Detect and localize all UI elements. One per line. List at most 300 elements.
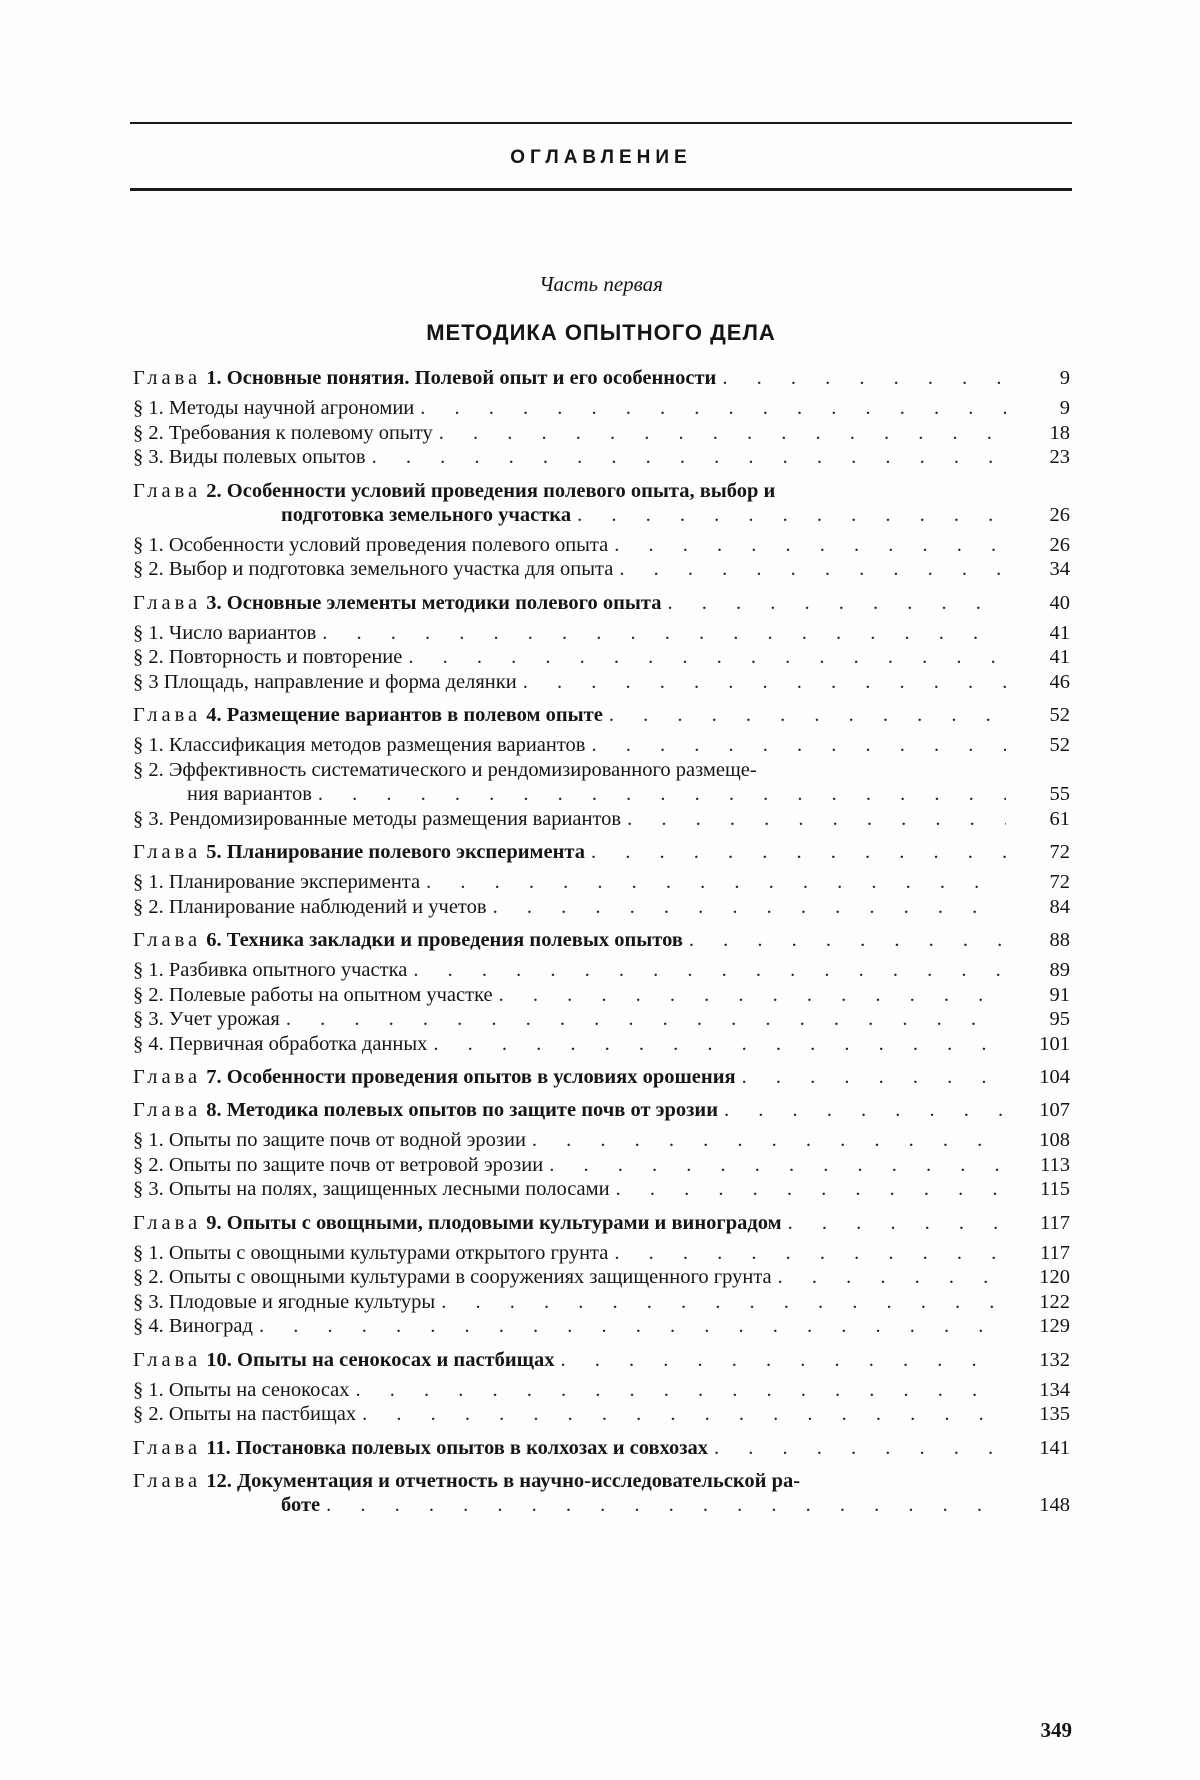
section-number: 3. [148,1290,164,1313]
section-list [133,958,1070,1056]
section-page: 34 [1049,558,1070,580]
section-number: 2. [148,1153,164,1176]
section-line [133,1290,1070,1315]
chapter-number: 4. [206,704,222,726]
leader-dots [408,645,1006,670]
chapter-heading [133,1436,1070,1460]
leader-dots [549,1153,1006,1178]
section-line [133,670,1070,695]
chapter-page: 117 [1040,1211,1070,1234]
section-title [133,895,487,920]
section-number: 4. [148,1315,164,1337]
toc-section [133,670,1070,695]
section-page: 41 [1049,621,1070,644]
section-number: 3. [148,1178,164,1200]
leader-dots [372,445,1006,470]
toc-section [133,557,1070,582]
section-number: 1. [148,1378,164,1401]
chapter-title [133,840,585,864]
section-title [133,758,1070,783]
section-number: 2. [148,758,164,781]
chapter-heading [133,1469,1070,1493]
chapter-number: 12. [206,1469,232,1492]
section-page: 91 [1049,983,1070,1006]
section-sign: § [133,895,144,918]
leader-dots [724,1098,1006,1122]
section-page: 95 [1049,1008,1070,1030]
chapter-word: Глава [133,841,202,863]
section-title [133,958,407,983]
section-list [133,1128,1070,1202]
leader-dots [433,1032,1006,1057]
toc-section [133,1265,1070,1290]
section-title [133,1153,543,1178]
chapter-title-text: Основные элементы методики полевого опыта [226,591,662,614]
section-title-text: Планирование эксперимента [168,871,421,893]
chapter-page: 141 [1039,1436,1070,1459]
section-number: 2. [148,1403,164,1425]
chapter-word: Глава [133,1099,202,1121]
chapter-heading [133,479,1070,503]
section-title [133,1007,280,1032]
toc-chapter [133,703,1070,831]
leader-dots [493,895,1006,920]
section-sign: § [133,558,144,580]
leader-dots [322,621,1006,646]
section-title-text: Виноград [168,1315,253,1337]
chapter-number: 3. [206,591,222,614]
section-line [133,958,1070,983]
toc-section [133,1007,1070,1032]
chapter-title-text: Размещение вариантов в полевом опыте [226,704,603,726]
section-list [133,1241,1070,1339]
toc-chapter [133,1211,1070,1339]
chapter-title [133,1436,708,1460]
chapter-word: Глава [133,1066,202,1088]
chapter-number: 6. [206,929,222,951]
chapter-word: Глава [133,1348,202,1371]
section-number: 2. [148,983,164,1006]
section-line [133,1314,1070,1339]
section-title-text: Эффективность систематического и рендомизированного размеще- [168,758,757,781]
part-label: Часть первая [539,272,663,296]
chapter-heading [133,1348,1070,1372]
section-title-text: Опыты на сенокосах [168,1378,350,1401]
toc-section [133,396,1070,421]
section-number: 1. [148,397,164,419]
top-rule [130,122,1072,124]
section-title [133,533,608,558]
section-line [133,1128,1070,1153]
section-title [133,621,316,646]
section-line [133,1177,1070,1202]
section-title [133,807,621,832]
section-page: 61 [1049,807,1070,830]
leader-dots [413,958,1006,983]
chapter-title-cont: боте [281,1493,321,1516]
chapter-heading-cont [133,503,1070,527]
section-line [133,396,1070,421]
leader-dots [426,870,1006,895]
chapter-heading [133,928,1070,952]
chapter-title-text: Техника закладки и проведения полевых опытов [226,929,683,951]
section-number: 1. [148,734,164,756]
chapter-heading [133,1211,1070,1235]
section-sign: § [133,1178,144,1200]
section-number: 3. [148,807,164,830]
section-number: 2. [148,558,164,580]
leader-dots [714,1436,1006,1460]
chapter-title [133,366,716,390]
section-title-text: Рендомизированные методы размещения вариантов [168,807,622,830]
toc-chapter [133,591,1070,695]
section-list [133,1378,1070,1427]
leader-dots [577,503,1006,527]
section-sign: § [133,1378,144,1401]
chapter-title [133,1211,782,1235]
section-title-text: Число вариантов [168,621,317,644]
section-page: 9 [1059,397,1070,419]
chapter-heading [133,1065,1070,1089]
section-page: 89 [1049,959,1070,981]
section-sign: § [133,758,144,781]
section-title-text: Выбор и подготовка земельного участка для опыта [168,558,614,580]
section-page: 134 [1039,1378,1070,1401]
leader-dots [627,807,1006,832]
section-line [133,1153,1070,1178]
leader-dots [591,733,1006,758]
toc-section [133,983,1070,1008]
section-number: 2. [148,646,164,668]
chapter-word: Глава [133,367,202,389]
leader-dots [616,1177,1006,1202]
toc-chapter [133,1469,1070,1517]
section-title-text: Учет урожая [168,1008,280,1030]
section-page: 115 [1040,1178,1070,1200]
section-sign: § [133,533,144,556]
chapter-page: 9 [1059,367,1070,389]
section-title-text: Площадь, направление и форма делянки [163,670,517,693]
chapter-number: 9. [206,1211,222,1234]
leader-dots [722,366,1006,390]
section-line [133,445,1070,470]
section-line [133,533,1070,558]
section-page: 101 [1039,1032,1070,1055]
toc-section [133,1153,1070,1178]
chapter-page: 26 [1049,503,1070,526]
toc-section [133,1128,1070,1153]
section-sign: § [133,1315,144,1337]
section-line [133,807,1070,832]
section-page: 84 [1049,895,1070,918]
leader-dots [689,928,1006,952]
section-line [133,758,1070,783]
chapter-page: 52 [1049,704,1070,726]
toc-section [133,733,1070,758]
section-line [133,1032,1070,1057]
chapter-page: 72 [1049,841,1070,863]
toc-section [133,807,1070,832]
chapter-title [133,1065,736,1089]
page-number: 349 [1040,1718,1072,1742]
chapter-title [133,928,683,952]
leader-dots [591,840,1006,864]
section-page: 108 [1039,1129,1070,1151]
chapter-title-text: Основные понятия. Полевой опыт и его особенности [226,367,717,389]
section-number: 1. [148,1241,164,1264]
leader-dots [778,1265,1006,1290]
section-title [133,983,493,1008]
section-line [133,645,1070,670]
section-line [133,1265,1070,1290]
chapter-title [133,703,603,727]
leader-dots [609,703,1006,727]
toc-section [133,1290,1070,1315]
section-title-text: Опыты по защите почв от водной эрозии [168,1129,526,1151]
toc-section [133,958,1070,983]
section-title [133,1314,253,1339]
chapter-title-text: Особенности проведения опытов в условиях орошения [226,1066,736,1088]
section-sign: § [133,421,144,444]
section-list [133,733,1070,831]
toc-chapter [133,1065,1070,1089]
section-title-text: Повторность и повторение [168,646,403,668]
section-number: 2. [148,895,164,918]
section-title [133,670,517,695]
section-sign: § [133,1008,144,1030]
section-number: 4. [148,1032,164,1055]
chapter-title-text: Методика полевых опытов по защите почв от эрозии [226,1099,719,1121]
toc-section [133,1402,1070,1427]
toc-section [133,621,1070,646]
leader-dots [259,1314,1006,1339]
toc-chapter [133,366,1070,470]
section-page: 135 [1039,1403,1070,1425]
section-title-text: Методы научной агрономии [168,397,415,419]
section-title-text: Требования к полевому опыту [168,421,433,444]
chapter-word: Глава [133,704,202,726]
leader-dots [788,1211,1006,1235]
chapter-title-text: Опыты с овощными, плодовыми культурами и виноградом [226,1211,782,1234]
section-list [133,396,1070,470]
toc-section [133,445,1070,470]
chapter-title-text: Планирование полевого эксперимента [226,841,585,863]
section-sign: § [133,1032,144,1055]
section-number: 1. [148,1129,164,1151]
section-title-text: Опыты с овощными культурами открытого грунта [168,1241,609,1264]
section-line [133,733,1070,758]
toc-section [133,1241,1070,1266]
section-page: 23 [1049,446,1070,468]
section-number: 2. [148,421,164,444]
leader-dots [441,1290,1006,1315]
toc-section [133,895,1070,920]
section-sign: § [133,397,144,419]
section-title-text: Опыты на пастбищах [168,1403,357,1425]
toc-section [133,1378,1070,1403]
section-title [133,1177,610,1202]
section-title-text: Особенности условий проведения полевого опыта [168,533,609,556]
section-sign: § [133,983,144,1006]
section-title [133,557,613,582]
section-sign: § [133,1290,144,1313]
section-title-text: Опыты с овощными культурами в сооружениях защищенного грунта [168,1266,772,1288]
section-title-text: Полевые работы на опытном участке [168,983,493,1006]
section-number: 3. [148,1008,164,1030]
chapter-number: 2. [206,479,222,502]
section-line [133,895,1070,920]
section-title [133,1378,350,1403]
section-sign: § [133,646,144,668]
section-page: 18 [1049,421,1070,444]
section-title [133,1128,526,1153]
section-number: 3. [148,446,164,468]
chapter-number: 1. [206,367,222,389]
part-title: МЕТОДИКА ОПЫТНОГО ДЕЛА [426,320,776,345]
leader-dots [532,1128,1006,1153]
section-list [133,533,1070,582]
section-sign: § [133,734,144,756]
chapter-word: Глава [133,479,202,502]
chapter-title [133,1348,555,1372]
chapter-page: 104 [1039,1066,1070,1088]
chapter-page: 107 [1039,1099,1070,1121]
section-number: 3 [148,670,159,693]
leader-dots [286,1007,1006,1032]
section-title [133,645,402,670]
leader-dots [614,1241,1006,1266]
leader-dots [356,1378,1006,1403]
section-number: 1. [148,871,164,893]
section-sign: § [133,670,144,693]
leader-dots [668,591,1007,615]
chapter-number: 5. [206,841,222,863]
toc-section [133,645,1070,670]
section-page: 120 [1039,1266,1070,1288]
section-title [133,396,414,421]
toc-chapter [133,479,1070,582]
chapter-heading [133,591,1070,615]
section-page: 26 [1049,533,1070,556]
chapter-title [133,479,1070,503]
section-number: 1. [148,533,164,556]
section-line [133,557,1070,582]
leader-dots [614,533,1006,558]
page-heading: ОГЛАВЛЕНИЕ [510,147,692,168]
section-title-text: Первичная обработка данных [168,1032,428,1055]
leader-dots [619,557,1006,582]
section-page: 46 [1049,670,1070,693]
chapter-word: Глава [133,1211,202,1234]
leader-dots [523,670,1006,695]
section-line [133,421,1070,446]
section-title [133,1241,608,1266]
chapter-title-text: Документация и отчетность в научно-исследовательской ра- [237,1469,801,1492]
section-title [133,1265,772,1290]
chapter-page: 88 [1049,929,1070,951]
section-title [133,1290,435,1315]
section-sign: § [133,959,144,981]
chapter-title-text: Постановка полевых опытов в колхозах и совхозах [235,1436,709,1459]
section-title [133,1402,356,1427]
chapter-heading [133,366,1070,390]
leader-dots [420,396,1006,421]
toc-chapter [133,1098,1070,1202]
leader-dots [439,421,1006,446]
chapter-number: 11. [206,1436,231,1459]
toc-section [133,533,1070,558]
section-sign: § [133,446,144,468]
section-sign: § [133,1266,144,1288]
section-page: 122 [1039,1290,1070,1313]
chapter-title-text: Опыты на сенокосах и пастбищах [237,1348,555,1371]
leader-dots [326,1493,1006,1517]
leader-dots [499,983,1006,1008]
chapter-number: 10. [206,1348,232,1371]
chapter-title [133,1098,718,1122]
chapter-word: Глава [133,929,202,951]
section-page: 113 [1040,1153,1070,1176]
toc-chapter [133,1348,1070,1427]
section-page: 41 [1049,646,1070,668]
section-sign: § [133,1241,144,1264]
section-title [133,870,420,895]
section-sign: § [133,1403,144,1425]
chapter-number: 7. [206,1066,222,1088]
toc-section [133,421,1070,446]
section-page: 52 [1049,734,1070,756]
chapter-title [133,1469,1070,1493]
section-title [133,421,433,446]
section-title-text: Планирование наблюдений и учетов [168,895,487,918]
section-number: 2. [148,1266,164,1288]
chapter-heading [133,840,1070,864]
section-line [133,1378,1070,1403]
section-title-text: Разбивка опытного участка [168,959,408,981]
section-title [133,445,366,470]
chapter-title [133,591,662,615]
toc-section [133,870,1070,895]
section-line [133,1402,1070,1427]
section-sign: § [133,1153,144,1176]
chapter-word: Глава [133,591,202,614]
section-sign: § [133,621,144,644]
chapter-page: 40 [1049,591,1070,614]
section-line [133,870,1070,895]
chapter-page: 132 [1039,1348,1070,1371]
toc-section [133,1177,1070,1202]
section-title-text: Виды полевых опытов [168,446,366,468]
section-title-text: Классификация методов размещения вариантов [168,734,586,756]
section-line [133,1241,1070,1266]
leader-dots [561,1348,1007,1372]
section-line [133,983,1070,1008]
chapter-heading-cont [133,1493,1070,1517]
section-list [133,870,1070,919]
toc-chapter [133,840,1070,919]
section-number: 1. [148,959,164,981]
section-title-text: Опыты по защите почв от ветровой эрозии [168,1153,544,1176]
toc-section [133,1314,1070,1339]
section-title [133,733,585,758]
section-title-text: Опыты на полях, защищенных лесными полосами [168,1178,610,1200]
section-line-cont [133,782,1070,807]
section-page: 72 [1049,871,1070,893]
section-title-text: Плодовые и ягодные культуры [168,1290,436,1313]
leader-dots [742,1065,1006,1089]
chapter-title-text: Особенности условий проведения полевого опыта, выбор и [226,479,776,502]
section-line [133,621,1070,646]
